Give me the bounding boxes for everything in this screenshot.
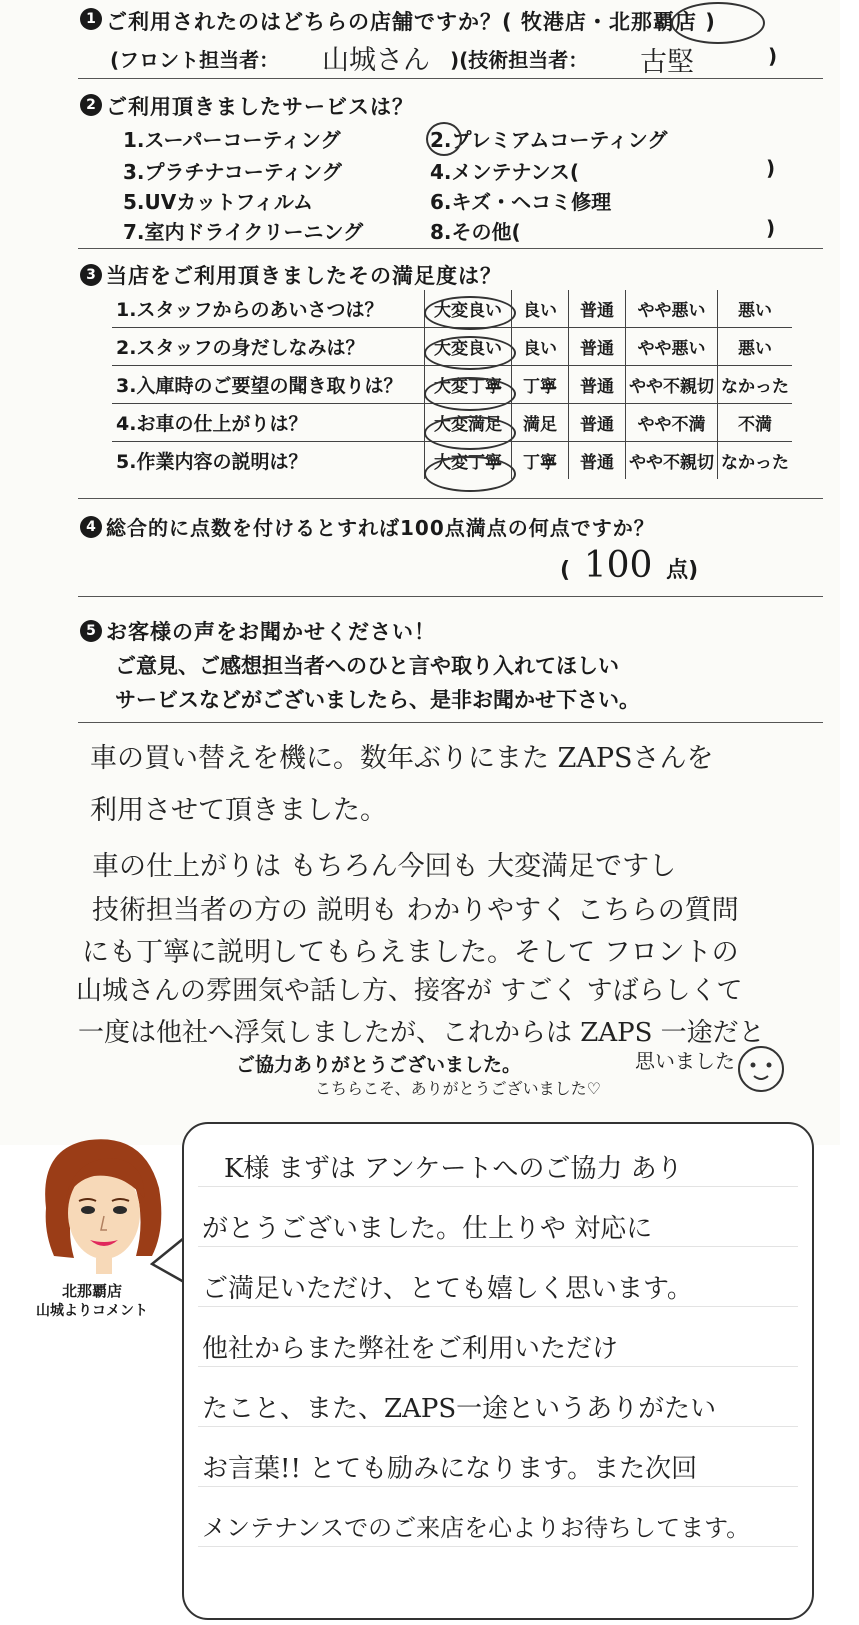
question-4-text: 総合的に点数を付けるとすれば100点満点の何点ですか？ — [106, 516, 655, 540]
customer-comment-line: 車の仕上がりは もちろん今回も 大変満足ですし — [92, 851, 677, 882]
rating-question: 4.お車の仕上がりは？ — [112, 404, 425, 442]
rating-option: 大変丁寧 — [425, 366, 512, 404]
rating-option: 悪い — [718, 328, 793, 366]
selected-rating-circle — [424, 336, 516, 370]
score-unit: 点) — [666, 558, 699, 583]
question-1-text: ご利用されたのはどちらの店舗ですか？( 牧港店・北那覇店 ) — [106, 10, 716, 34]
question-number-badge: 2 — [80, 94, 102, 116]
question-3-text: 当店をご利用頂きましたその満足度は？ — [106, 264, 502, 288]
service-option: 5.UVカットフィルム — [123, 190, 314, 214]
rating-question: 5.作業内容の説明は？ — [112, 442, 425, 480]
customer-comment-line: 技術担当者の方の 説明も わかりやすく こちらの質問 — [92, 895, 739, 926]
rating-option: 大変良い — [425, 290, 512, 328]
staff-reply-line: ご満足いただけ、とても嬉しく思います。 — [202, 1274, 693, 1304]
question-5-text: お客様の声をお聞かせください！ — [106, 620, 436, 644]
staff-reply-line: K様 まずは アンケートへのご協力 あり — [224, 1154, 683, 1184]
rating-option: なかった — [718, 442, 793, 480]
rating-option: やや不満 — [626, 404, 718, 442]
ruled-line — [198, 1426, 798, 1427]
service-option: 2.プレミアムコーティング — [430, 128, 668, 152]
service-option: 4.メンテナンス( — [430, 160, 580, 184]
rating-option: 普通 — [569, 328, 626, 366]
tech-staff-name: 古堅 — [640, 47, 694, 78]
customer-comment-line: 車の買い替えを機に。数年ぶりにまた ZAPSさんを — [90, 743, 714, 774]
section-divider — [78, 498, 823, 499]
rating-option: 普通 — [569, 366, 626, 404]
score-value: 100 — [583, 545, 653, 586]
rating-question: 3.入庫時のご要望の聞き取りは？ — [112, 366, 425, 404]
customer-comment-line: 思いました — [635, 1049, 735, 1073]
selected-store-circle — [671, 2, 765, 44]
rating-option: やや悪い — [626, 290, 718, 328]
staff-thanks-note: ご協力ありがとうございました。 — [236, 1054, 522, 1076]
staff-store-label: 北那覇店 — [61, 1282, 122, 1300]
customer-comment-line: 山城さんの雰囲気や話し方、接客が すごく すばらしくて — [76, 976, 743, 1006]
selected-rating-circle — [424, 416, 516, 450]
rating-option: 大変満足 — [425, 404, 512, 442]
rating-option: 悪い — [718, 290, 793, 328]
rating-option: やや不親切 — [626, 366, 718, 404]
selected-rating-circle — [424, 456, 516, 492]
paren-close: ) — [766, 156, 776, 180]
rating-option: 丁寧 — [512, 366, 569, 404]
rating-question: 2.スタッフの身だしなみは？ — [112, 328, 425, 366]
customer-comment-line: にも丁寧に説明してもらえました。そして フロントの — [82, 937, 739, 968]
rating-option: 普通 — [569, 290, 626, 328]
question-number-badge: 5 — [80, 620, 102, 642]
question-5-subtext: サービスなどがございましたら、是非お聞かせ下さい。 — [115, 688, 640, 712]
tech-staff-label: )(技術担当者： — [450, 48, 589, 72]
front-staff-label: (フロント担当者： — [110, 48, 280, 72]
rating-option: 満足 — [512, 404, 569, 442]
customer-reply-note: こちらこそ、ありがとうございました♡ — [315, 1079, 602, 1098]
front-staff-name: 山城さん — [322, 45, 430, 76]
service-option: 6.キズ・ヘコミ修理 — [430, 190, 612, 214]
score-open: ( — [560, 558, 571, 583]
rating-option: 大変良い — [425, 328, 512, 366]
question-number-badge: 4 — [80, 516, 102, 538]
ruled-line — [198, 1246, 798, 1247]
question-2-text: ご利用頂きましたサービスは？ — [106, 95, 414, 119]
customer-comment-line: 利用させて頂きました。 — [90, 795, 387, 826]
section-divider — [78, 248, 823, 249]
rating-option: やや不親切 — [626, 442, 718, 480]
rating-option: やや悪い — [626, 328, 718, 366]
section-divider — [78, 596, 823, 597]
customer-comment-line: 一度は他社へ浮気しましたが、これからは ZAPS 一途だと — [78, 1018, 765, 1048]
paren-close: ) — [768, 44, 778, 68]
ruled-line — [198, 1546, 798, 1547]
ruled-line — [198, 1186, 798, 1187]
selected-rating-circle — [424, 377, 516, 411]
staff-comment-label: 山城よりコメント — [36, 1303, 148, 1319]
service-option: 7.室内ドライクリーニング — [123, 220, 364, 244]
staff-reply-line: たこと、また、ZAPS一途というありがたい — [202, 1394, 717, 1424]
rating-option: 普通 — [569, 404, 626, 442]
rating-question: 1.スタッフからのあいさつは？ — [112, 290, 425, 328]
service-option: 3.プラチナコーティング — [123, 160, 342, 184]
question-number-badge: 1 — [80, 8, 102, 30]
ruled-line — [198, 1306, 798, 1307]
selected-service-circle — [426, 122, 462, 156]
question-number-badge: 3 — [80, 264, 102, 286]
staff-reply-line: お言葉!! とても励みになります。また次回 — [202, 1454, 698, 1484]
rating-option: 大変丁寧 — [425, 442, 512, 480]
section-divider — [78, 78, 823, 79]
question-5-subtext: ご意見、ご感想担当者へのひと言や取り入れてほしい — [115, 654, 619, 678]
score-field — [560, 545, 698, 586]
rating-option: 丁寧 — [512, 442, 569, 480]
smiley-face-icon — [736, 1044, 786, 1094]
selected-rating-circle — [424, 296, 516, 330]
staff-reply-line: がとうございました。仕上りや 対応に — [202, 1214, 653, 1244]
rating-option: 普通 — [569, 442, 626, 480]
ruled-line — [198, 1486, 798, 1487]
section-divider — [78, 722, 823, 723]
staff-reply-bubble — [182, 1122, 814, 1620]
rating-option: 良い — [512, 290, 569, 328]
rating-option: 良い — [512, 328, 569, 366]
service-option: 1.スーパーコーティング — [123, 128, 341, 152]
staff-reply-line: 他社からまた弊社をご利用いただけ — [202, 1334, 619, 1364]
staff-reply-line: メンテナンスでのご来店を心よりお待ちしてます。 — [202, 1514, 751, 1542]
service-option: 8.その他( — [430, 220, 521, 244]
paren-close: ) — [766, 216, 776, 240]
rating-option: なかった — [718, 366, 793, 404]
ruled-line — [198, 1366, 798, 1367]
rating-option: 不満 — [718, 404, 793, 442]
